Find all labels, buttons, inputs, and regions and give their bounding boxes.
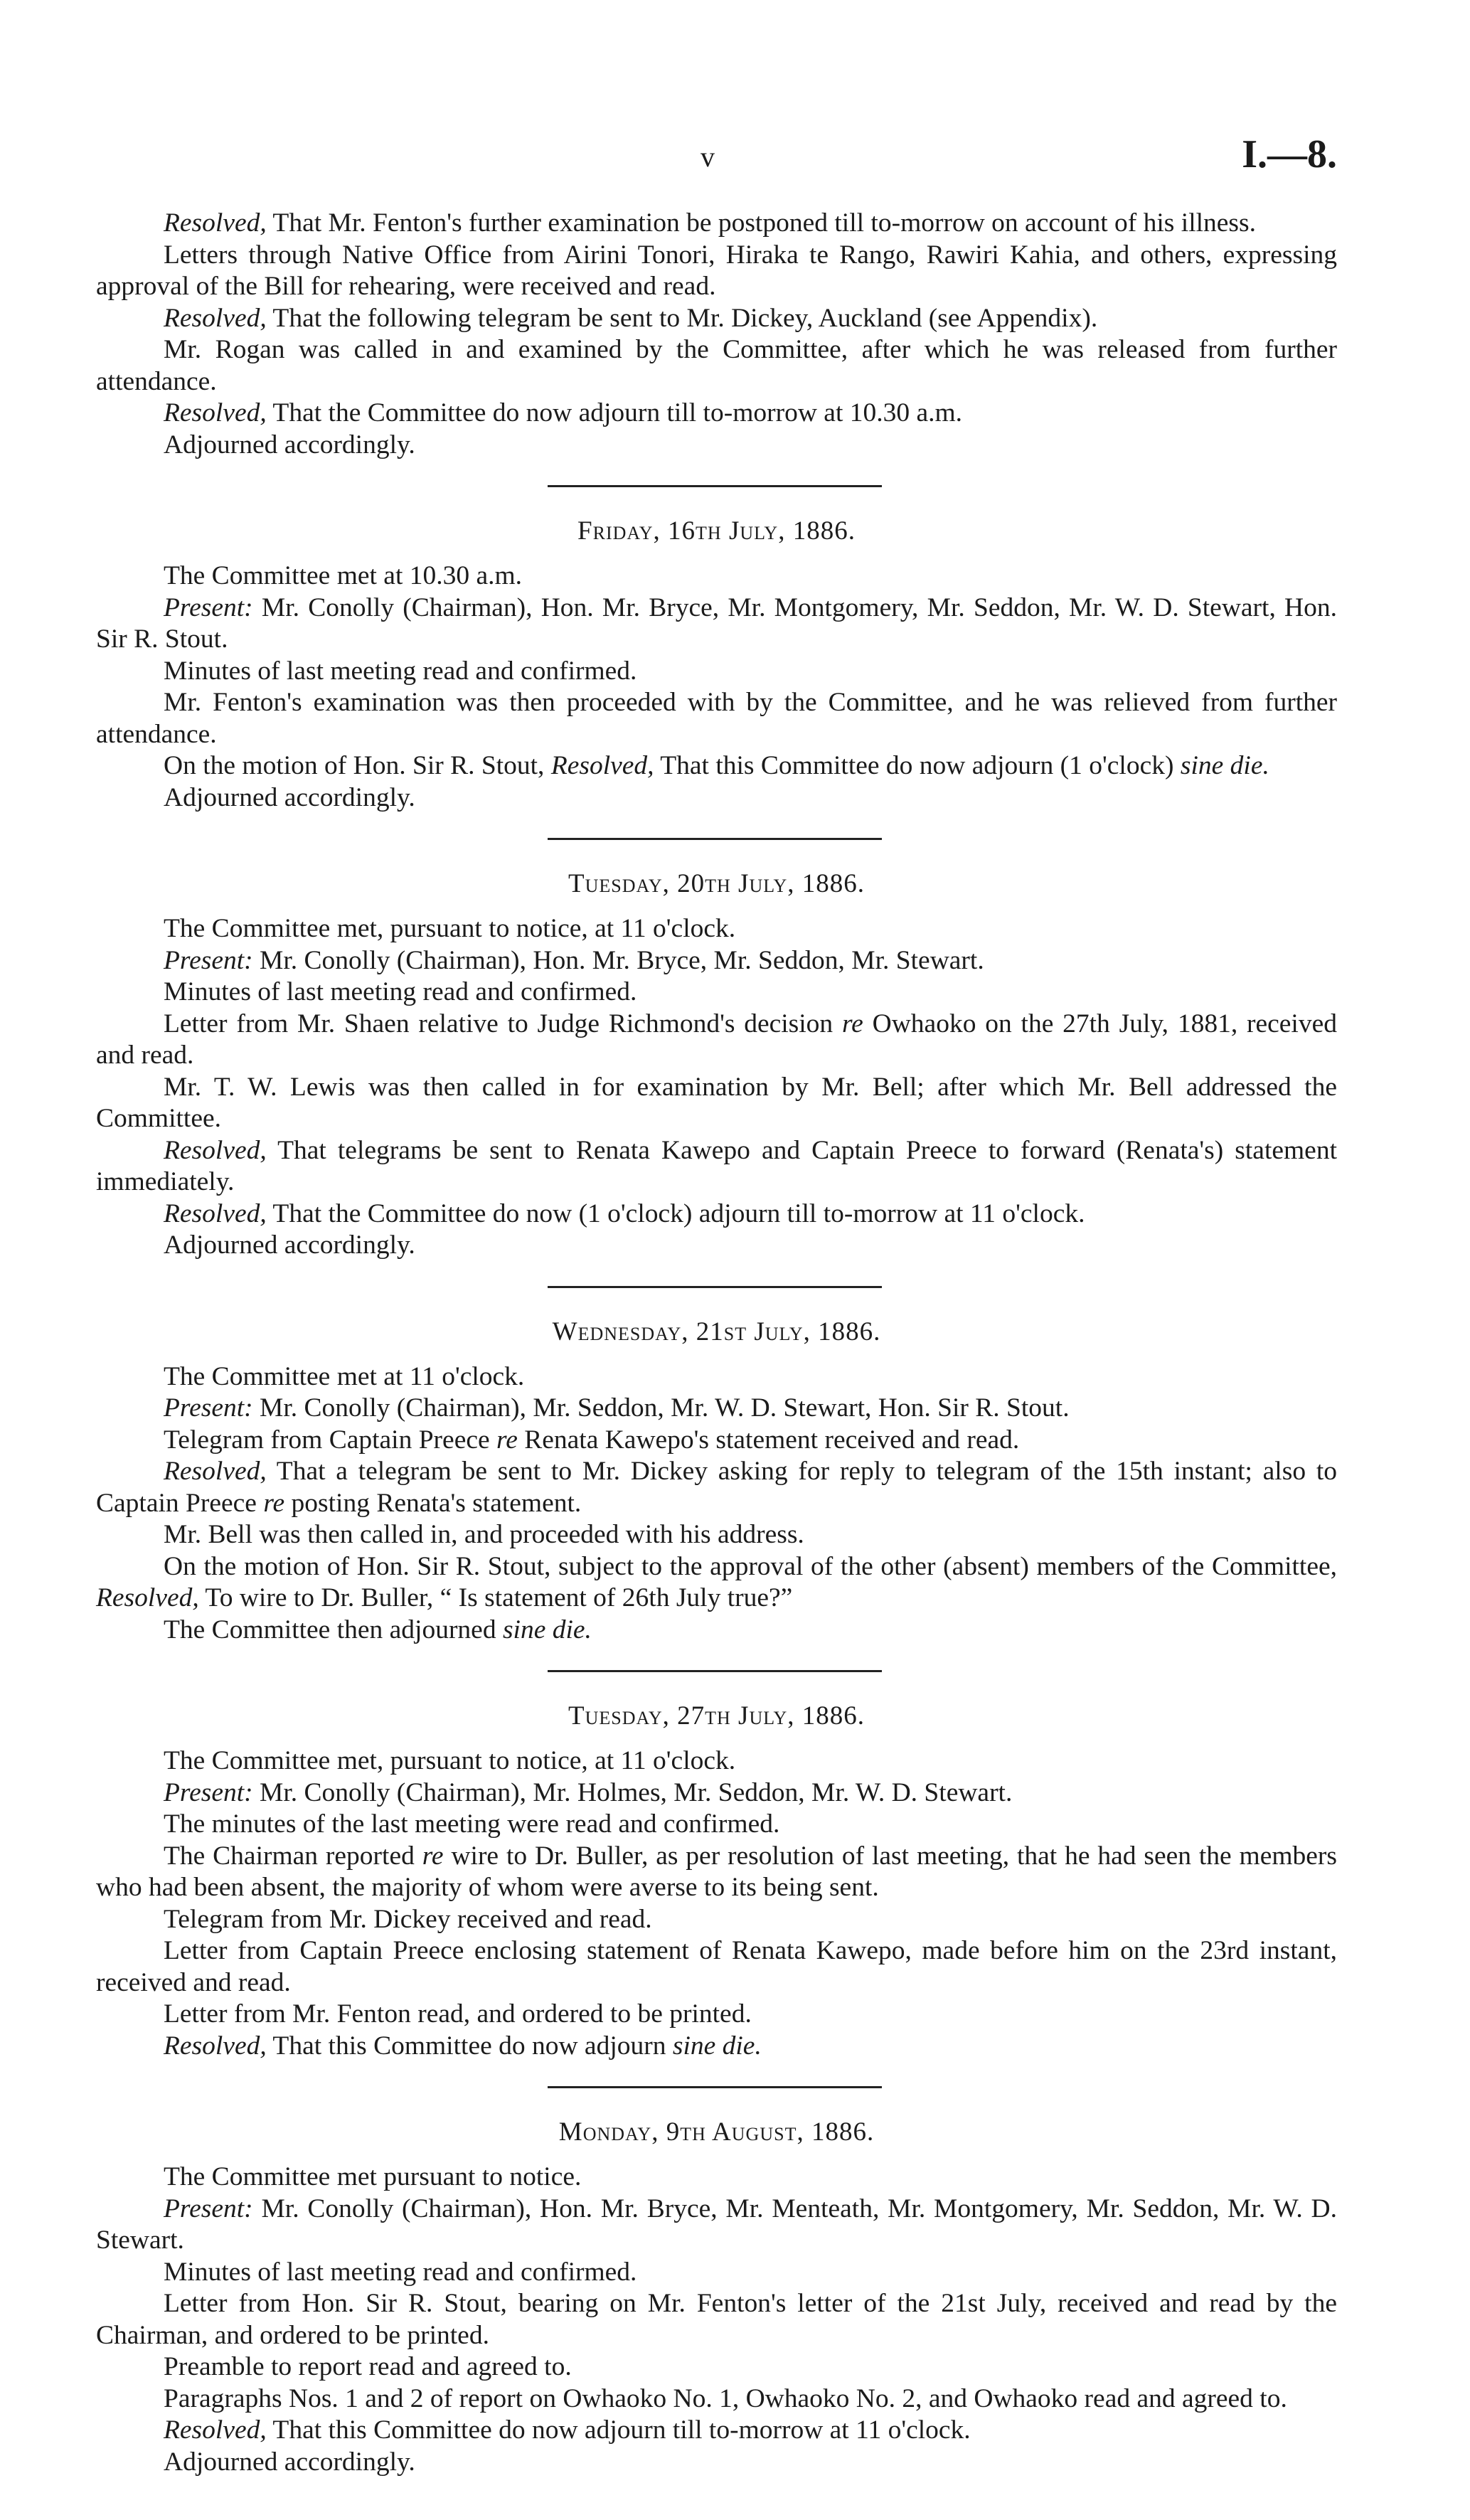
text-run: Adjourned accordingly. xyxy=(164,2447,415,2477)
minute-paragraph xyxy=(96,2383,1337,2415)
text-run: On the motion of Hon. Sir R. Stout, xyxy=(164,751,551,780)
divider-line xyxy=(548,485,882,487)
italic-text: Present: xyxy=(164,945,253,975)
italic-text: Resolved, xyxy=(164,208,267,238)
minute-paragraph xyxy=(96,1009,1337,1072)
minute-paragraph xyxy=(96,398,1337,430)
text-run: That the following telegram be sent to Mr. Dickey, Auckland (see Appendix). xyxy=(266,303,1098,333)
text-run: Mr. Conolly (Chairman), Hon. Mr. Bryce, Mr. Seddon, Mr. Stewart. xyxy=(252,945,984,975)
minute-paragraph xyxy=(96,1135,1337,1198)
italic-text: Resolved, xyxy=(164,1135,267,1165)
section-divider xyxy=(96,1262,1337,1303)
italic-text: Resolved, xyxy=(164,2031,267,2061)
text-run: That Mr. Fenton's further examination be postponed till to-morrow on account of his illness. xyxy=(266,208,1256,238)
text-run: posting Renata's statement. xyxy=(284,1488,582,1518)
section-divider xyxy=(96,461,1337,502)
minute-paragraph xyxy=(96,1841,1337,1904)
text-run: Mr. Conolly (Chairman), Hon. Mr. Bryce, Mr. Montgomery, Mr. Seddon, Mr. W. D. Stewart, Hon. Sir R. Stout. xyxy=(96,592,1337,654)
text-run: The Committee met, pursuant to notice, at 11 o'clock. xyxy=(164,914,736,943)
minutes-body xyxy=(96,208,1337,2478)
minute-paragraph xyxy=(96,2447,1337,2479)
minute-paragraph xyxy=(96,1551,1337,1615)
minute-paragraph xyxy=(96,1072,1337,1135)
minute-paragraph xyxy=(96,2162,1337,2194)
minute-paragraph xyxy=(96,1999,1337,2031)
text-run: Mr. Conolly (Chairman), Hon. Mr. Bryce, Mr. Menteath, Mr. Montgomery, Mr. Seddon, Mr. W. D. Stewart. xyxy=(96,2194,1337,2255)
text-run: The Committee met at 10.30 a.m. xyxy=(164,561,523,590)
italic-text: re xyxy=(841,1009,863,1038)
minute-paragraph xyxy=(96,1198,1337,1230)
text-run: The minutes of the last meeting were read and confirmed. xyxy=(164,1809,780,1839)
divider-line xyxy=(548,1670,882,1672)
text-run: The Committee met, pursuant to notice, at 11 o'clock. xyxy=(164,1746,736,1775)
minute-paragraph xyxy=(96,240,1337,303)
meeting-date-heading: Tuesday, 27th July, 1886. xyxy=(568,1701,866,1730)
text-run: Adjourned accordingly. xyxy=(164,430,415,459)
minute-paragraph xyxy=(96,1393,1337,1425)
minute-paragraph xyxy=(96,208,1337,240)
text-run: Minutes of last meeting read and confirmed. xyxy=(164,2257,637,2287)
minute-paragraph xyxy=(96,656,1337,688)
text-run: Adjourned accordingly. xyxy=(164,782,415,812)
text-run: That the Committee do now (1 o'clock) adjourn till to-morrow at 11 o'clock. xyxy=(266,1198,1085,1228)
minute-paragraph xyxy=(96,592,1337,656)
minute-paragraph xyxy=(96,945,1337,977)
text-run: That this Committee do now adjourn xyxy=(266,2031,673,2061)
minute-paragraph xyxy=(96,977,1337,1009)
minute-paragraph xyxy=(96,913,1337,945)
divider-line xyxy=(548,2086,882,2088)
minute-paragraph xyxy=(96,303,1337,335)
italic-text: Resolved, xyxy=(164,398,267,427)
section-divider xyxy=(96,1646,1337,1687)
italic-text: Resolved, xyxy=(164,303,267,333)
minute-paragraph xyxy=(96,1777,1337,1809)
italic-text: Present: xyxy=(164,1777,253,1807)
text-run: Preamble to report read and agreed to. xyxy=(164,2352,572,2381)
text-run: Minutes of last meeting read and confirmed. xyxy=(164,977,637,1006)
meeting-date-heading: Monday, 9th August, 1886. xyxy=(558,2117,875,2147)
italic-text: Present: xyxy=(164,592,253,622)
text-run: Mr. T. W. Lewis was then called in for examination by Mr. Bell; after which Mr. Bell addressed the Committee. xyxy=(96,1072,1337,1133)
minute-paragraph xyxy=(96,560,1337,592)
minute-paragraph xyxy=(96,334,1337,398)
minute-paragraph xyxy=(96,1361,1337,1393)
minute-paragraph xyxy=(96,750,1337,782)
divider-line xyxy=(548,838,882,840)
italic-text: Resolved, xyxy=(96,1583,199,1612)
italic-text: Resolved, xyxy=(164,2415,267,2445)
text-run: Renata Kawepo's statement received and read. xyxy=(517,1425,1020,1455)
italic-text: sine die. xyxy=(502,1615,592,1644)
minute-paragraph xyxy=(96,1519,1337,1551)
text-run: The Committee then adjourned xyxy=(164,1615,503,1644)
minute-paragraph xyxy=(96,1904,1337,1936)
text-run: Adjourned accordingly. xyxy=(164,1230,415,1260)
text-run: That this Committee do now adjourn till to-morrow at 11 o'clock. xyxy=(266,2415,971,2445)
italic-text: Resolved, xyxy=(164,1457,267,1486)
minute-paragraph xyxy=(96,2415,1337,2447)
italic-text: Present: xyxy=(164,2194,253,2223)
text-run: Letter from Captain Preece enclosing statement of Renata Kawepo, made before him on the 23rd instant, received and read. xyxy=(96,1936,1337,1997)
italic-text: re xyxy=(422,1841,444,1871)
minute-paragraph xyxy=(96,1745,1337,1777)
text-run: That telegrams be sent to Renata Kawepo and Captain Preece to forward (Renata's) statement immediately. xyxy=(96,1135,1337,1196)
text-run: The Chairman reported xyxy=(164,1841,422,1871)
text-run: Letter from Mr. Shaen relative to Judge Richmond's decision xyxy=(164,1009,842,1038)
italic-text: sine die. xyxy=(1180,751,1269,780)
italic-text: Present: xyxy=(164,1393,253,1423)
meeting-date-heading: Tuesday, 20th July, 1886. xyxy=(568,869,866,898)
minute-paragraph xyxy=(96,1425,1337,1457)
minute-paragraph xyxy=(96,430,1337,462)
text-run: The Committee met pursuant to notice. xyxy=(164,2162,582,2191)
text-run: Paragraphs Nos. 1 and 2 of report on Owhaoko No. 1, Owhaoko No. 2, and Owhaoko read and agreed to. xyxy=(164,2383,1287,2413)
minute-paragraph xyxy=(96,687,1337,750)
text-run: Letter from Mr. Fenton read, and ordered to be printed. xyxy=(164,1999,752,2029)
minute-paragraph xyxy=(96,1456,1337,1519)
page-number: v xyxy=(701,141,715,173)
text-run: Owhaoko on the 27th July, 1881, received and read. xyxy=(96,1009,1337,1070)
italic-text: Resolved, xyxy=(550,751,654,780)
meeting-date-heading: Friday, 16th July, 1886. xyxy=(577,516,856,546)
minute-paragraph xyxy=(96,1230,1337,1262)
divider-line xyxy=(548,1286,882,1288)
text-run: That this Committee do now adjourn (1 o'clock) xyxy=(654,751,1181,780)
italic-text: re xyxy=(496,1425,518,1455)
italic-text: Resolved, xyxy=(164,1198,267,1228)
text-run: Mr. Conolly (Chairman), Mr. Holmes, Mr. Seddon, Mr. W. D. Stewart. xyxy=(252,1777,1013,1807)
text-run: wire to Dr. Buller, as per resolution of last meeting, that he had seen the members who had been absent, the majority of whom were averse to its being sent. xyxy=(96,1841,1337,1902)
minute-paragraph xyxy=(96,2351,1337,2383)
meeting-date-heading: Wednesday, 21st July, 1886. xyxy=(552,1317,881,1346)
text-run: Letters through Native Office from Airini Tonori, Hiraka te Rango, Rawiri Kahia, and others, expressing approval of the Bill for rehearing, were received and read. xyxy=(96,240,1337,301)
text-run: Mr. Rogan was called in and examined by the Committee, after which he was released from further attendance. xyxy=(96,335,1337,396)
minute-paragraph xyxy=(96,782,1337,814)
text-run: Mr. Conolly (Chairman), Mr. Seddon, Mr. W. D. Stewart, Hon. Sir R. Stout. xyxy=(252,1393,1070,1423)
minute-paragraph xyxy=(96,1615,1337,1647)
document-reference: I.—8. xyxy=(1242,132,1337,176)
minute-paragraph xyxy=(96,2194,1337,2257)
text-run: Mr. Bell was then called in, and proceeded with his address. xyxy=(164,1520,804,1549)
text-run: That the Committee do now adjourn till to-morrow at 10.30 a.m. xyxy=(266,398,963,427)
page-header xyxy=(96,124,1337,181)
text-run: Mr. Fenton's examination was then proceeded with by the Committee, and he was relieved from further attendance. xyxy=(96,688,1337,749)
minute-paragraph xyxy=(96,2288,1337,2351)
italic-text: re xyxy=(263,1488,285,1518)
text-run: Telegram from Mr. Dickey received and read. xyxy=(164,1904,652,1934)
minute-paragraph xyxy=(96,1809,1337,1841)
text-run: On the motion of Hon. Sir R. Stout, subject to the approval of the other (absent) members of the Committee, xyxy=(164,1551,1337,1581)
italic-text: sine die. xyxy=(672,2031,762,2061)
text-run: Letter from Hon. Sir R. Stout, bearing on Mr. Fenton's letter of the 21st July, received and read by the Chairman, and ordered to be printed. xyxy=(96,2289,1337,2350)
text-run: The Committee met at 11 o'clock. xyxy=(164,1361,525,1391)
minute-paragraph xyxy=(96,1935,1337,1999)
minute-paragraph xyxy=(96,2257,1337,2289)
text-run: Telegram from Captain Preece xyxy=(164,1425,496,1455)
text-run: To wire to Dr. Buller, “ Is statement of 26th July true?” xyxy=(198,1583,793,1612)
minute-paragraph xyxy=(96,2031,1337,2063)
section-divider xyxy=(96,2062,1337,2103)
text-run: Minutes of last meeting read and confirmed. xyxy=(164,656,637,686)
text-run: That a telegram be sent to Mr. Dickey asking for reply to telegram of the 15th instant; also to Captain Preece xyxy=(96,1457,1337,1518)
section-divider xyxy=(96,814,1337,855)
